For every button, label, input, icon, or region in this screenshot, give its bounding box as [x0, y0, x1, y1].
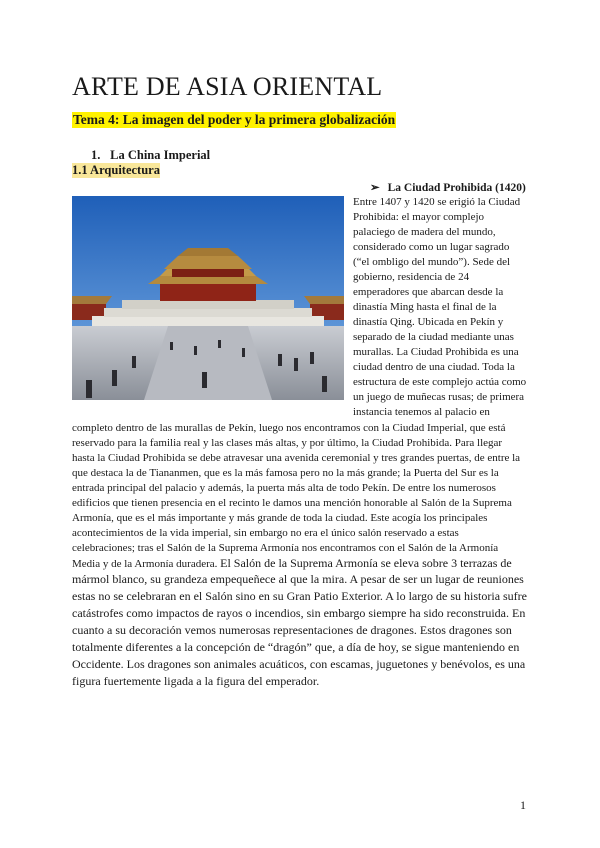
forbidden-city-photo: [72, 196, 344, 400]
paragraph-line: estructura de este complejo actúa como: [353, 376, 527, 388]
paragraph-line: Prohibida: el mayor complejo: [353, 211, 485, 223]
section-number: 1.: [91, 148, 101, 162]
section-label: La China Imperial: [110, 148, 211, 162]
paragraph-line: reservado para la familia real y las clases más altas, y por último, la Ciudad Prohibida. Para llegar: [72, 437, 503, 449]
paragraph-line: mármol blanco, su grandeza empequeñece al que la mira. A pesar de ser un lugar de reuniones: [72, 572, 524, 586]
paragraph-line: gobierno, residencia de 24: [353, 271, 470, 283]
paragraph-line: celebraciones; tras el Salón de la Suprema Armonía nos encontramos con el Salón de la Armonía: [72, 542, 499, 554]
paragraph-line: edificios que tienen presencia en el recinto le damos una mención honorable al Salón de la Suprema: [72, 497, 512, 509]
paragraph-line: estas no se celebraran en el Salón sino en su Gran Patio Exterior. A lo largo de su historia sufre: [72, 589, 528, 603]
paragraph-line: entrada principal del palacio y además, la puerta más alta de todo Pekín. De entre los numerosos: [72, 482, 496, 494]
document-title: ARTE DE ASIA ORIENTAL: [72, 72, 383, 101]
paragraph-line: considerado como un lugar sagrado: [353, 241, 510, 253]
paragraph-line: Occidente. Los dragones son animales acuáticos, con escamas, juguetones y benévolos, es una: [72, 657, 526, 671]
topic-title: Tema 4: La imagen del poder y la primera globalización: [73, 112, 396, 127]
line-fragment-small: Media y de la Armonía duradera.: [72, 558, 221, 570]
paragraph-line: que destaca la de Tiananmen, que es la más famosa pero no la más grande; la Puerta del Sur es la: [72, 467, 499, 479]
paragraph-line: figura fuertemente ligada a la figura del emperador.: [72, 674, 320, 688]
arrow-bullet-icon: ➢: [370, 182, 380, 194]
paragraph-line: hasta la Ciudad Prohibida se debe atravesar una avenida ceremonial y tres grandes puertas, de entre la: [72, 452, 521, 464]
paragraph-line: [72, 556, 512, 572]
paragraph-line: palaciego de madera del mundo,: [353, 226, 496, 238]
forbidden-city-heading: [370, 180, 526, 194]
paragraph-line: cuanto a su decoración vemos numerosas representaciones de dragones. Estos dragones son: [72, 623, 512, 637]
paragraph-line: emperadores que abarcan desde la: [353, 286, 504, 298]
paragraph-line: completo dentro de las murallas de Pekín, luego nos encontramos con la Ciudad Imperial, que está: [72, 422, 506, 434]
paragraph-line: ciudad dentro de una ciudad. Toda la: [353, 361, 515, 373]
paragraph-line: Armonía, que es el más importante y más grande de toda la ciudad. Este acogía los principales: [72, 512, 488, 524]
forbidden-city-heading-label: La Ciudad Prohibida (1420): [387, 182, 526, 194]
paragraph-line: acontecimientos de la vida imperial, sin embargo no era el único salón reservado a estas: [72, 527, 459, 539]
paragraph-line: Entre 1407 y 1420 se erigió la Ciudad: [353, 196, 521, 208]
paragraph-line: catástrofes como impactos de rayos o incendios, sin embargo siempre ha sido reconstruida. En: [72, 606, 526, 620]
paragraph-line: murallas. La Ciudad Prohibida es una: [353, 346, 519, 358]
paragraph-line: un juego de muñecas rusas; de primera: [353, 391, 525, 403]
paragraph-line: (“el ombligo del mundo”). Sede del: [353, 256, 511, 268]
subsection-heading: 1.1 Arquitectura: [72, 163, 160, 177]
page-number: 1: [520, 798, 526, 812]
paragraph-line: instancia tenemos al palacio en: [353, 406, 490, 418]
paragraph-line: dinastía Ming hasta el final de la: [353, 301, 497, 313]
paragraph-line: separado de la ciudad mediante unas: [353, 331, 514, 343]
paragraph-line: totalmente diferentes a la concepción de “dragón” que, a día de hoy, se sigue manteniendo en: [72, 640, 520, 654]
line-fragment-large: El Salón de la Suprema Armonía se eleva sobre 3 terrazas de: [220, 556, 512, 570]
section-heading: [91, 148, 210, 163]
paragraph-line: dinastía Qing. Ubicada en Pekín y: [353, 316, 504, 328]
